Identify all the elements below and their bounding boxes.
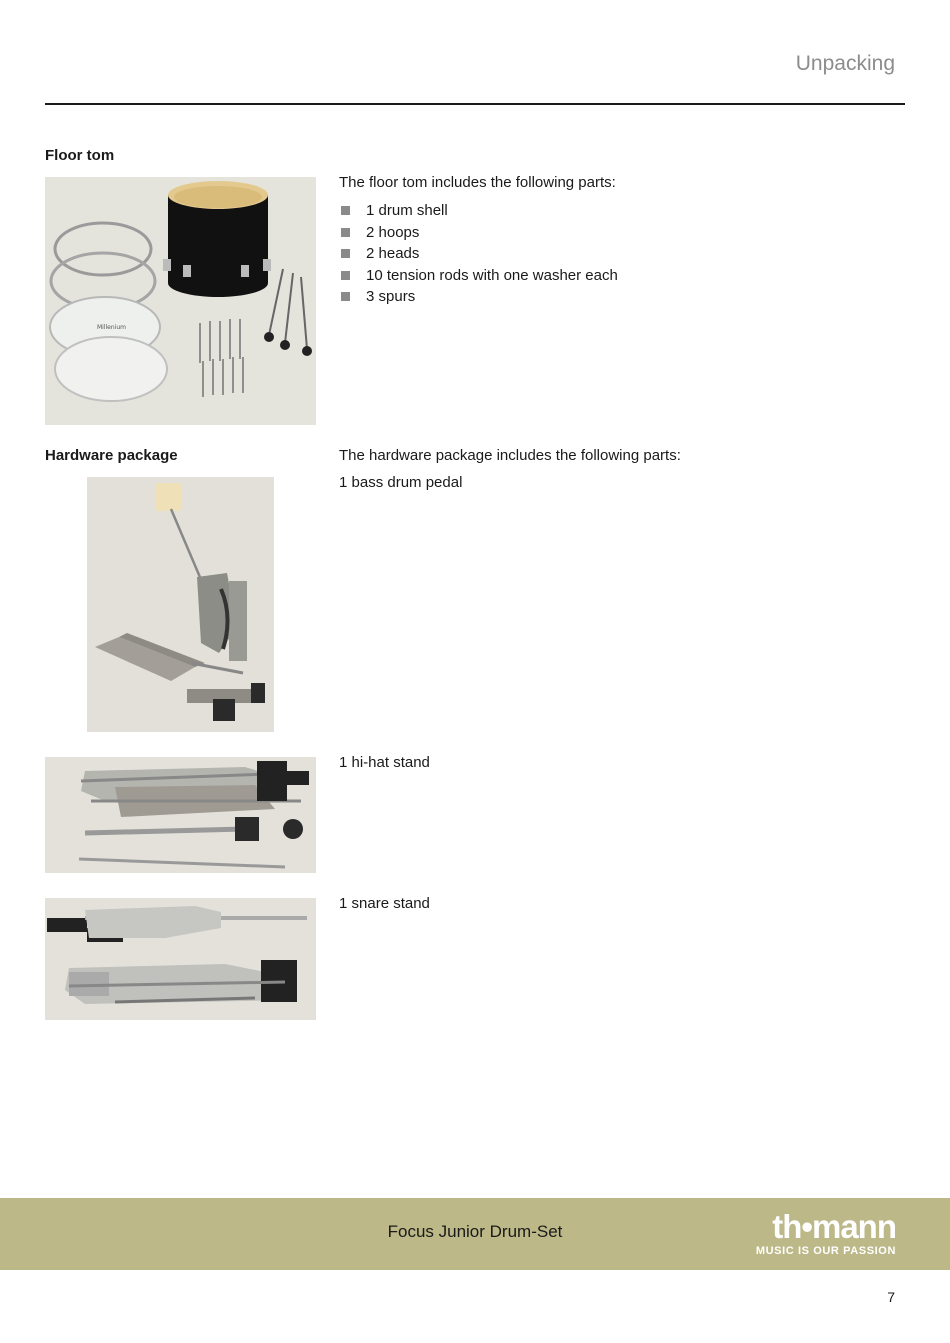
- logo-tagline: MUSIC IS OUR PASSION: [755, 1245, 896, 1257]
- floor-tom-heading: Floor tom: [45, 147, 115, 164]
- square-bullet-icon: [341, 292, 350, 301]
- page-number: 7: [887, 1289, 895, 1305]
- logo-wordmark: th•mann: [772, 1208, 896, 1245]
- hardware-item-hi-hat-stand: 1 hi-hat stand: [339, 754, 430, 771]
- bass-drum-pedal-photo: [87, 477, 274, 732]
- hardware-heading: Hardware package: [45, 447, 178, 464]
- floor-tom-parts-list: [339, 200, 618, 308]
- hardware-intro: The hardware package includes the following parts:: [339, 447, 681, 464]
- list-item: 10 tension rods with one washer each: [339, 265, 618, 287]
- thomann-logo: [736, 1210, 896, 1257]
- square-bullet-icon: [341, 206, 350, 215]
- square-bullet-icon: [341, 271, 350, 280]
- floor-tom-intro: The floor tom includes the following parts:: [339, 174, 616, 191]
- list-item: 2 heads: [339, 243, 618, 265]
- list-item: 3 spurs: [339, 286, 618, 308]
- snare-stand-photo: [45, 898, 316, 1020]
- header-rule: [45, 103, 905, 105]
- square-bullet-icon: [341, 249, 350, 258]
- square-bullet-icon: [341, 228, 350, 237]
- list-item: 2 hoops: [339, 222, 618, 244]
- hardware-item-snare-stand: 1 snare stand: [339, 895, 430, 912]
- hi-hat-stand-photo: [45, 757, 316, 873]
- floor-tom-photo: [45, 177, 316, 425]
- section-title: Unpacking: [795, 52, 895, 75]
- list-item: 1 drum shell: [339, 200, 618, 222]
- footer-product-name: Focus Junior Drum-Set: [387, 1222, 563, 1241]
- hardware-item-bass-drum-pedal: 1 bass drum pedal: [339, 474, 463, 491]
- head-logo-text: Millenium: [97, 324, 126, 331]
